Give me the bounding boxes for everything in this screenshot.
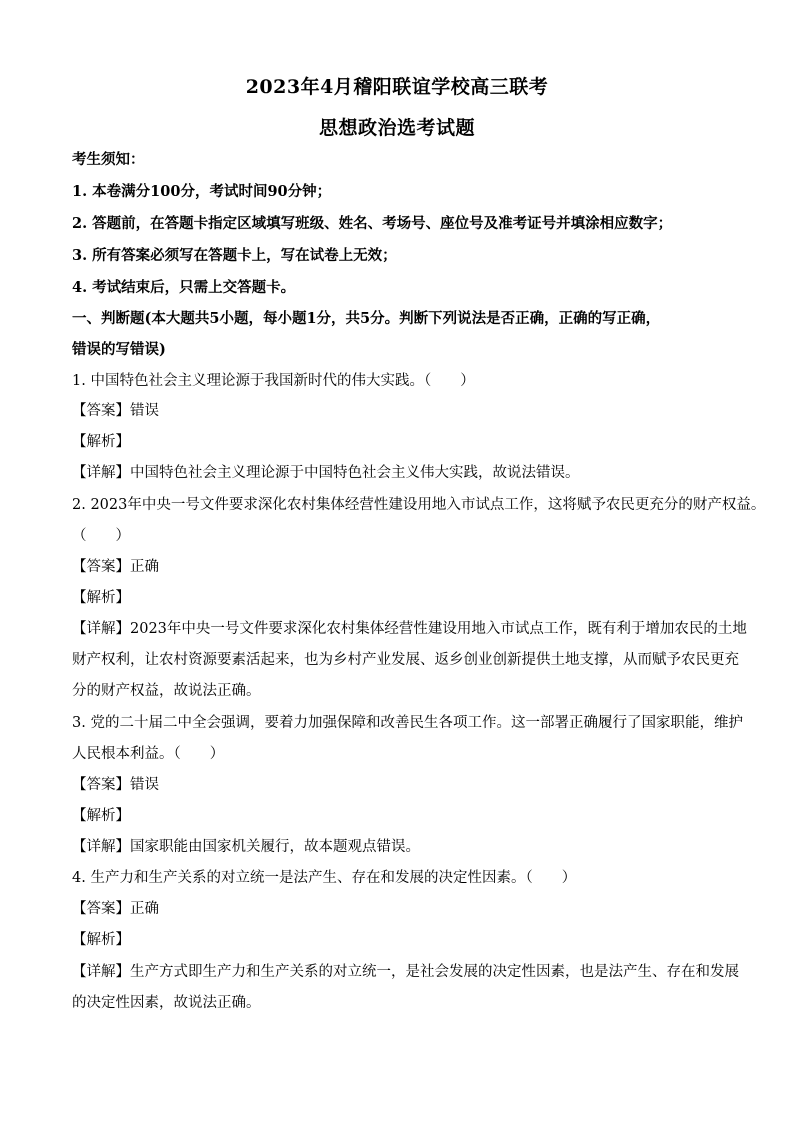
question-2-text-line1: 2. 2023年中央一号文件要求深化农村集体经营性建设用地入市试点工作，这将赋予农民更充分的财产权益。	[72, 497, 766, 513]
notice-item-3: 3. 所有答案必须写在答题卡上，写在试卷上无效；	[72, 247, 397, 264]
question-2-text-line2: （ ）	[72, 528, 130, 544]
question-2-detail-line3: 分的财产权益，故说法正确。	[72, 683, 261, 699]
question-3-detail	[72, 837, 752, 857]
question-2-detail-line1	[72, 619, 752, 639]
question-1-answer	[72, 401, 752, 421]
question-4-detail-line1	[72, 962, 752, 982]
section-heading-line2: 错误的写错误)	[72, 341, 166, 358]
answer-value: 错误	[130, 777, 159, 793]
question-1-detail	[72, 463, 752, 483]
notice-item-1: 1. 本卷满分100分，考试时间90分钟；	[72, 183, 332, 200]
question-1-text: 1. 中国特色社会主义理论源于我国新时代的伟大实践。（ ）	[72, 373, 475, 389]
detail-text: 国家职能由国家机关履行，故本题观点错误。	[130, 839, 420, 855]
question-3-answer	[72, 775, 752, 795]
question-2-detail-line2: 财产权利，让农村资源要素活起来，也为乡村产业发展、返乡创业创新提供土地支撑，从而赋予农民更充	[72, 652, 739, 668]
question-2-analysis-label: 【解析】	[72, 590, 130, 606]
answer-label: 【答案】	[72, 777, 130, 793]
answer-value: 错误	[130, 403, 159, 419]
exam-subtitle: 思想政治选考试题	[318, 117, 475, 139]
question-3-text-line1: 3. 党的二十届二中全会强调，要着力加强保障和改善民生各项工作。这一部署正确履行了国家职能，维护	[72, 715, 743, 731]
notice-item-4: 4. 考试结束后，只需上交答题卡。	[72, 279, 296, 296]
answer-value: 正确	[130, 901, 159, 917]
detail-label: 【详解】	[72, 964, 130, 980]
detail-label: 【详解】	[72, 465, 130, 481]
question-4-answer	[72, 899, 752, 919]
detail-label: 【详解】	[72, 839, 130, 855]
answer-label: 【答案】	[72, 901, 130, 917]
question-3-analysis-label: 【解析】	[72, 808, 130, 824]
detail-text: 中国特色社会主义理论源于中国特色社会主义伟大实践，故说法错误。	[130, 465, 580, 481]
notice-heading: 考生须知：	[72, 151, 145, 168]
detail-text: 2023年中央一号文件要求深化农村集体经营性建设用地入市试点工作，既有利于增加农民的土地	[130, 621, 747, 637]
question-4-text: 4. 生产力和生产关系的对立统一是法产生、存在和发展的决定性因素。（ ）	[72, 870, 577, 886]
answer-label: 【答案】	[72, 559, 130, 575]
answer-label: 【答案】	[72, 403, 130, 419]
question-4-detail-line2: 的决定性因素，故说法正确。	[72, 995, 261, 1011]
exam-title: 2023年4月稽阳联谊学校高三联考	[245, 76, 549, 98]
question-1-analysis-label: 【解析】	[72, 434, 130, 450]
detail-label: 【详解】	[72, 621, 130, 637]
answer-value: 正确	[130, 559, 159, 575]
question-4-analysis-label: 【解析】	[72, 932, 130, 948]
notice-item-2: 2. 答题前，在答题卡指定区域填写班级、姓名、考场号、座位号及准考证号并填涂相应数字；	[72, 215, 673, 232]
section-heading-line1: 一、判断题(本大题共5小题，每小题1分，共5分。判断下列说法是否正确，正确的写正确，	[72, 310, 661, 327]
detail-text: 生产方式即生产力和生产关系的对立统一，是社会发展的决定性因素，也是法产生、存在和发展	[130, 964, 739, 980]
question-2-answer	[72, 557, 752, 577]
question-3-text-line2: 人民根本利益。（ ）	[72, 746, 225, 762]
